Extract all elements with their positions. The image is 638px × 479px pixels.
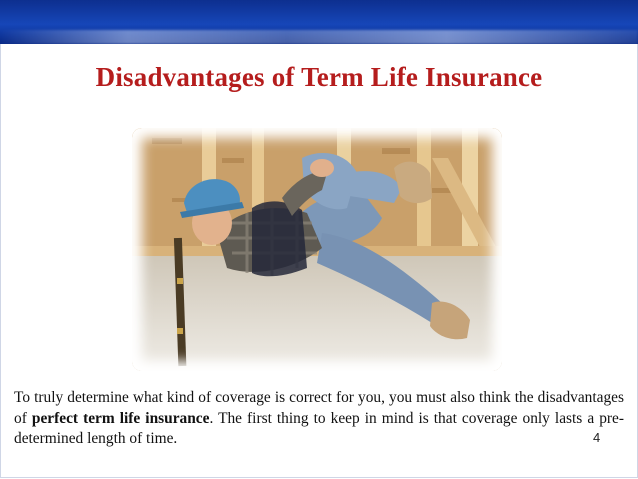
- banner-shine: [0, 30, 638, 44]
- worker-photo: [132, 128, 502, 371]
- body-paragraph: [14, 388, 624, 450]
- fallen-construction-worker-photo: [132, 128, 502, 371]
- body-text-part1: To truly determine what kind of coverage is correct for you, you must also think the disadvantages of: [14, 389, 624, 427]
- slide-title: Disadvantages of Term Life Insurance: [95, 62, 543, 92]
- top-banner: [0, 0, 638, 44]
- body-text-bold: perfect term life insurance: [31, 409, 210, 427]
- page-number: 4: [593, 430, 601, 445]
- body-text-part2: . The first thing to keep in mind is that coverage only lasts a pre-determined length of time.: [14, 409, 625, 447]
